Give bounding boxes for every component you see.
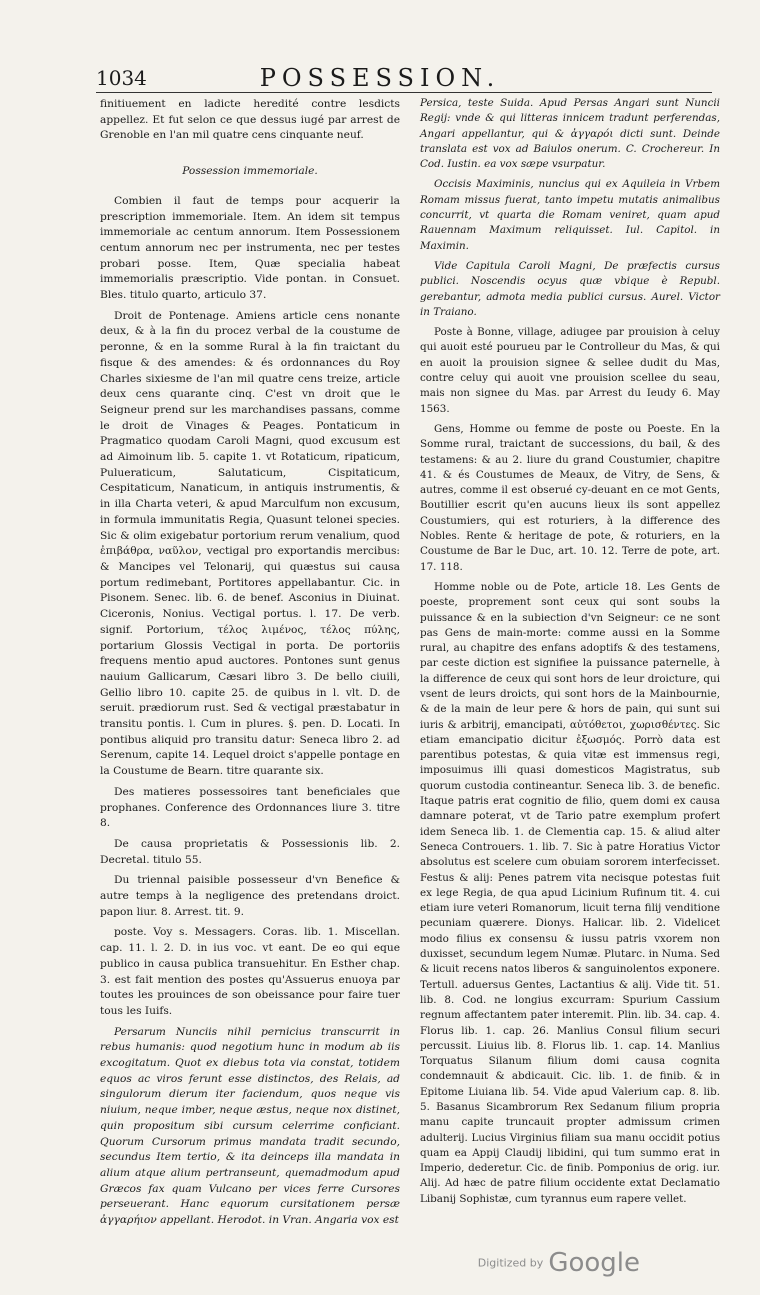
header-rule (96, 92, 712, 93)
paragraph: Poste à Bonne, village, adiugee par prouision à celuy qui auoit esté pourueu par le Controlleur du Mas, & qui en auoit la prouision signee & sellee dudit du Mas, contre celuy qui auoit vne prouision scellee du seau, mais non signee du Mas. par Arrest du Ieudy 6. May 1563. (420, 326, 720, 415)
paragraph: Combien il faut de temps pour acquerir la prescription immemoriale. Item. An idem sit tempus immemoriale ac centum annorum. Item Possessionem centum annorum nec per instrumenta, nec per testes probari posse. Item, Quæ specialia habeat immemorialis præscriptio. Vide pontan. in Consuet. Bles. titulo quarto, articulo 37. (100, 193, 400, 302)
google-watermark (478, 1248, 640, 1278)
paragraph: Occisis Maximinis, nuncius qui ex Aquileia in Vrbem Romam missus fuerat, tanto impetu mutatis animalibus concurrit, vt quarta die Romam veniret, quam apud Rauennam Maximum reliquisset. Iul. Capitol. in Maximin. (420, 178, 720, 252)
paragraph: Gens, Homme ou femme de poste ou Poeste. En la Somme rural, traictant de successions, du bail, & des testamens: & au 2. liure du grand Coustumier, chapitre 41. & és Coustumes de Meaux, de Vitry, de Sens, & autres, comme il est obserué cy-deuant en ce mot Gents, Boutillier escrit qu'en aucuns lieux ils sont appellez Coustumiers, qui est roturiers, à la difference des Nobles. Rente & heritage de pote, & roturiers, en la Coustume de Bar le Duc, art. 10. 12. Terre de pote, art. 17. 118. (420, 422, 720, 573)
running-title: POSSESSION. (259, 64, 501, 92)
paragraph: Droit de Pontenage. Amiens article cens nonante deux, & à la fin du procez verbal de la coustume de peronne, & en la somme Rural à la fin traictant du fisque & des amendes: & és ordonnances du Roy Charles sixiesme de l'an mil quatre cens treize, article deux cens quarante cinq. C'est vn droit que le Seigneur prend sur les marchandises passans, comme le droit de Vinages & Peages. Pontaticum in Pragmatico quodam Caroli Magni, quod excusum est ad Aimoinum lib. 5. capite 1. vt Rotaticum, ripaticum, Pulueraticum, Salutaticum, Cispitaticum, Cespitaticum, Nanaticum, in antiquis instrumentis, & in illa Charta veteri, & apud Marculfum non excusum, in formula immunitatis Regia, Quasunt telonei species. Sic & olim exigebatur portorium rerum venalium, quod ἐπιβάθρα, ναῦλον, vectigal pro exportandis mercibus: & Mancipes vel Telonarij, qui quæstus sui causa portum redimebant, Portitores appellabantur. Cic. in Pisonem. Senec. lib. 6. de benef. Asconius in Diuinat. Ciceronis, Nonius. Vectigal portus. l. 17. De verb. signif. Portorium, τέλος λιμένος, τέλος πύλης, portarium Glossis Vectigal in porta. De portoriis frequens mentio apud auctores. Pontones sunt genus nauium Gallicarum, Cæsari libro 3. De bello ciuili, Gellio libro 10. capite 25. de quibus in l. vlt. D. de seruit. prædiorum rust. Sed & vectigal præstabatur in transitu pontis. l. Cum in plures. §. pen. D. Locati. In pontibus aliquid pro transitu datur: Seneca libro 2. ad Serenum, capite 14. Lequel droict s'appelle pontage en la Coustume de Bearn. titre quarante six. (100, 308, 400, 778)
digitized-by-label: Digitized by (477, 1256, 544, 1270)
google-logo: Google (548, 1248, 640, 1278)
paragraph: Persica, teste Suida. Apud Persas Angari sunt Nuncii Regij: vnde & qui litteras innicem tradunt perferendas, Angari appellantur, qui & ἀγγαρόι dicti sunt. Deinde translata est vox ad Baiulos onerum. C. Crochereur. In Cod. Iustin. ea vox sæpe vsurpatur. (420, 97, 720, 171)
paragraph: Persarum Nunciis nihil pernicius transcurrit in rebus humanis: quod negotium hunc in modum ab iis excogitatum. Quot ex diebus tota via constat, totidem equos ac viros ferunt esse distinctos, des Relais, ad singulorum dierum iter faciendum, quos neque vis niuium, neque imber, neque æstus, neque nox distinet, quin propositum sibi cursum celerrime conficiant. Quorum Cursorum primus mandata tradit secundo, secundus Item tertio, & ita deinceps illa mandata in alium atque alium pertranseunt, quemadmodum apud Græcos fax quam Vulcano per vices ferre Cursores perseuerant. Hanc equorum cursitationem persæ ἀγγαρήιον appellant. Herodot. in Vran. Angaria vox est (100, 1024, 400, 1227)
page-number: 1034 (96, 66, 147, 90)
section-heading: Possession immemoriale. (182, 164, 318, 178)
paragraph: De causa proprietatis & Possessionis lib. 2. Decretal. titulo 55. (100, 836, 400, 866)
left-column (100, 96, 400, 1233)
paragraph: Du triennal paisible possesseur d'vn Benefice & autre temps à la negligence des pretendans droict. papon liur. 8. Arrest. tit. 9. (100, 873, 400, 918)
paragraph: finitiuement en ladicte heredité contre lesdicts appellez. Et fut selon ce que dessus iugé par arrest de Grenoble en l'an mil quatre cens cinquante neuf. (100, 97, 400, 142)
paragraph: Des matieres possessoires tant beneficiales que prophanes. Conference des Ordonnances liure 3. titre 8. (100, 784, 400, 830)
paragraph: Vide Capitula Caroli Magni, De præfectis cursus publici. Noscendis ocyus quæ vbique è Republ. gerebantur, admota media publici cursus. Aurel. Victor in Traiano. (420, 259, 720, 318)
right-column (420, 96, 720, 1212)
paragraph: Homme noble ou de Pote, article 18. Les Gents de poeste, proprement sont ceux qui sont soubs la puissance & en la subiection d'vn Seigneur: ce ne sont pas Gens de main-morte: comme aussi en la Somme rural, au chapitre des enfans adoptifs & des testamens, par ceste diction est signifiee la puissance paternelle, à la difference de ceux qui sont hors de leur droicture, qui vsent de leurs droicts, qui sont hors de la Mainbournie, & de la main de leur pere & hors de pain, qui sunt sui iuris & arbitrij, emancipati, αὐτόθετοι, χωρισθέντες. Sic etiam emancipatio dicitur ἐξωσμός. Porrò data est parentibus potestas, & quia vitæ est immensus regi, imposuimus illi quasi domesticos Magistratus, sub quorum custodia contineantur. Seneca lib. 3. de benefic. Itaque patris erat cognitio de filio, quem domi ex causa damnare poterat, vt de Tario patre exemplum profert idem Seneca lib. 1. de Clementia cap. 15. & aliud alter Seneca Controuers. 1. lib. 7. Sic à patre Horatius Victor absolutus est scelere cum obuiam sororem interfecisset. Festus & alij: Penes patrem vita necisque potestas fuit ex lege Regia, de qua apud Licinium Rufinum tit. 4. cui etiam iure veteri Romanorum, licuit terna filij venditione pecuniam quærere. Dionys. Halicar. lib. 2. Videlicet modo filius ex consensu & iussu patris vxorem non duxisset, secundum legem Numæ. Plutarc. in Numa. Sed & licuit recens natos liberos & sanguinolentos exponere. Tertull. aduersus Gentes, Lactantius & alij. Vide tit. 51. lib. 8. Cod. ne longius excurram: Spurium Cassium regnum affectantem pater interemit. Plin. lib. 34. cap. 4. Florus lib. 1. cap. 26. Manlius Consul filium securi percussit. Liuius lib. 8. Florus lib. 1. cap. 14. Manlius Torquatus Silanum filium domi causa cognita condemnauit & abdicauit. Cic. lib. 1. de finib. & in Epitome Liuiana lib. 54. Vide apud Valerium cap. 8. lib. 5. Basanus Sicambrorum Rex Sedanum filium propria manu capite truncauit propter admissum crimen adulterij. Lucius Virginius filiam sua manu occidit potius quam ea Appij Claudij libidini, qui tum summo erat in Imperio, dederetur. Cic. de finib. Pomponius de orig. iur. Alij. Ad hæc de patre filium occidente extat Declamatio Libanij Sophistæ, cum tyrannus eum rapere vellet. (420, 580, 720, 1205)
paragraph: poste. Voy s. Messagers. Coras. lib. 1. Miscellan. cap. 11. l. 2. D. in ius voc. vt eant. De eo qui eque publico in causa publica transuehitur. En Esther chap. 3. est fait mention des postes qu'Assuerus enuoya par toutes les prouinces de son obeissance pour faire tuer tous les Iuifs. (100, 925, 400, 1017)
